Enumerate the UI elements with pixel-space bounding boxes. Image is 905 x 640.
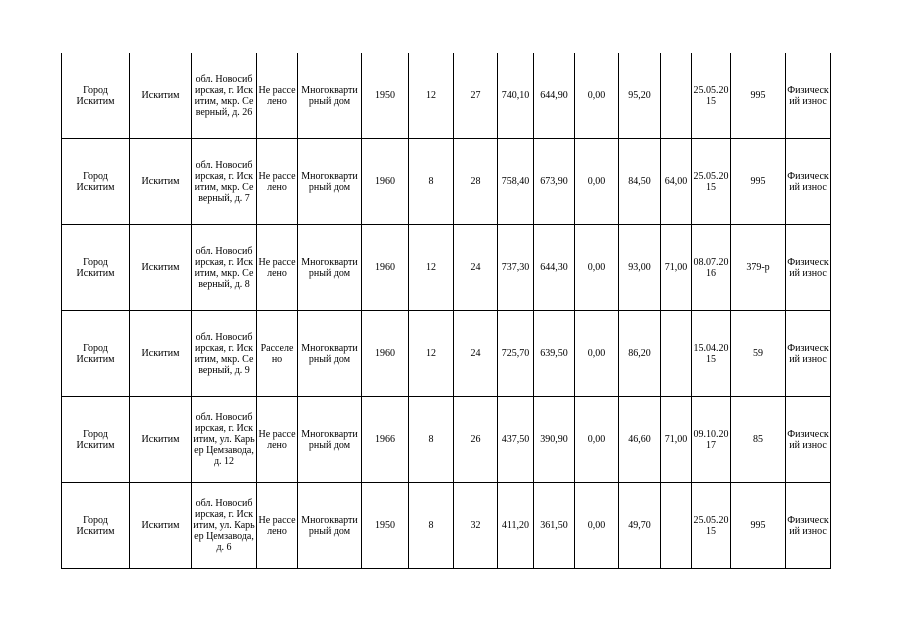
wear-percent-cell: 64,00 xyxy=(661,139,692,225)
apartments-cell: 12 xyxy=(409,53,454,139)
wear-percent-cell: 71,00 xyxy=(661,397,692,483)
table-row xyxy=(62,139,831,225)
total-area-cell: 737,30 xyxy=(498,225,534,311)
municipality-cell: Город Искитим xyxy=(62,225,130,311)
area-value-cell: 93,00 xyxy=(619,225,661,311)
living-area-cell: 673,90 xyxy=(534,139,575,225)
table-row xyxy=(62,53,831,139)
year-cell: 1960 xyxy=(362,139,409,225)
apartments-cell: 8 xyxy=(409,139,454,225)
decision-date-cell: 09.10.2017 xyxy=(692,397,731,483)
area-value-cell: 0,00 xyxy=(575,483,619,569)
decision-number-cell: 59 xyxy=(731,311,786,397)
wear-percent-cell xyxy=(661,483,692,569)
address-cell: обл. Новосибирская, г. Искитим, мкр. Северный, д. 26 xyxy=(192,53,257,139)
resettlement-status-cell: Не расселено xyxy=(257,53,298,139)
municipality-cell: Город Искитим xyxy=(62,311,130,397)
area-value-cell: 0,00 xyxy=(575,397,619,483)
total-area-cell: 758,40 xyxy=(498,139,534,225)
decision-date-cell: 25.05.2015 xyxy=(692,139,731,225)
reason-cell: Физический износ xyxy=(786,225,831,311)
wear-percent-cell xyxy=(661,311,692,397)
residents-cell: 26 xyxy=(454,397,498,483)
total-area-cell: 725,70 xyxy=(498,311,534,397)
living-area-cell: 644,30 xyxy=(534,225,575,311)
decision-number-cell: 379-р xyxy=(731,225,786,311)
resettlement-status-cell: Не расселено xyxy=(257,139,298,225)
building-type-cell: Многоквартирный дом xyxy=(298,483,362,569)
reason-cell: Физический износ xyxy=(786,311,831,397)
apartments-cell: 8 xyxy=(409,483,454,569)
settlement-cell: Искитим xyxy=(130,311,192,397)
apartments-cell: 12 xyxy=(409,311,454,397)
resettlement-status-cell: Не расселено xyxy=(257,225,298,311)
municipality-cell: Город Искитим xyxy=(62,397,130,483)
decision-number-cell: 85 xyxy=(731,397,786,483)
area-value-cell: 0,00 xyxy=(575,311,619,397)
resettlement-status-cell: Не расселено xyxy=(257,397,298,483)
settlement-cell: Искитим xyxy=(130,53,192,139)
decision-date-cell: 25.05.2015 xyxy=(692,53,731,139)
area-value-cell: 95,20 xyxy=(619,53,661,139)
total-area-cell: 411,20 xyxy=(498,483,534,569)
decision-number-cell: 995 xyxy=(731,53,786,139)
living-area-cell: 639,50 xyxy=(534,311,575,397)
area-value-cell: 0,00 xyxy=(575,53,619,139)
municipality-cell: Город Искитим xyxy=(62,139,130,225)
total-area-cell: 437,50 xyxy=(498,397,534,483)
residents-cell: 28 xyxy=(454,139,498,225)
address-cell: обл. Новосибирская, г. Искитим, ул. Карьер Цемзавода, д. 6 xyxy=(192,483,257,569)
decision-date-cell: 08.07.2016 xyxy=(692,225,731,311)
settlement-cell: Искитим xyxy=(130,397,192,483)
reason-cell: Физический износ xyxy=(786,53,831,139)
building-type-cell: Многоквартирный дом xyxy=(298,139,362,225)
residents-cell: 32 xyxy=(454,483,498,569)
area-value-cell: 0,00 xyxy=(575,139,619,225)
building-type-cell: Многоквартирный дом xyxy=(298,225,362,311)
year-cell: 1950 xyxy=(362,53,409,139)
area-value-cell: 46,60 xyxy=(619,397,661,483)
area-value-cell: 0,00 xyxy=(575,225,619,311)
decision-date-cell: 15.04.2015 xyxy=(692,311,731,397)
municipality-cell: Город Искитим xyxy=(62,53,130,139)
table-row xyxy=(62,483,831,569)
reason-cell: Физический износ xyxy=(786,139,831,225)
settlement-cell: Искитим xyxy=(130,225,192,311)
table-row xyxy=(62,311,831,397)
decision-number-cell: 995 xyxy=(731,483,786,569)
area-value-cell: 49,70 xyxy=(619,483,661,569)
address-cell: обл. Новосибирская, г. Искитим, мкр. Северный, д. 8 xyxy=(192,225,257,311)
resettlement-status-cell: Расселено xyxy=(257,311,298,397)
year-cell: 1950 xyxy=(362,483,409,569)
reason-cell: Физический износ xyxy=(786,397,831,483)
decision-date-cell: 25.05.2015 xyxy=(692,483,731,569)
area-value-cell: 86,20 xyxy=(619,311,661,397)
area-value-cell: 84,50 xyxy=(619,139,661,225)
residents-cell: 24 xyxy=(454,225,498,311)
decision-number-cell: 995 xyxy=(731,139,786,225)
building-type-cell: Многоквартирный дом xyxy=(298,53,362,139)
resettlement-status-cell: Не расселено xyxy=(257,483,298,569)
table-row xyxy=(62,397,831,483)
address-cell: обл. Новосибирская, г. Искитим, мкр. Северный, д. 9 xyxy=(192,311,257,397)
settlement-cell: Искитим xyxy=(130,483,192,569)
living-area-cell: 644,90 xyxy=(534,53,575,139)
residents-cell: 27 xyxy=(454,53,498,139)
wear-percent-cell xyxy=(661,53,692,139)
building-type-cell: Многоквартирный дом xyxy=(298,397,362,483)
address-cell: обл. Новосибирская, г. Искитим, ул. Карьер Цемзавода, д. 12 xyxy=(192,397,257,483)
year-cell: 1960 xyxy=(362,225,409,311)
apartments-cell: 8 xyxy=(409,397,454,483)
building-type-cell: Многоквартирный дом xyxy=(298,311,362,397)
wear-percent-cell: 71,00 xyxy=(661,225,692,311)
residents-cell: 24 xyxy=(454,311,498,397)
address-cell: обл. Новосибирская, г. Искитим, мкр. Северный, д. 7 xyxy=(192,139,257,225)
living-area-cell: 390,90 xyxy=(534,397,575,483)
municipality-cell: Город Искитим xyxy=(62,483,130,569)
year-cell: 1966 xyxy=(362,397,409,483)
living-area-cell: 361,50 xyxy=(534,483,575,569)
apartments-cell: 12 xyxy=(409,225,454,311)
table-row xyxy=(62,225,831,311)
settlement-cell: Искитим xyxy=(130,139,192,225)
total-area-cell: 740,10 xyxy=(498,53,534,139)
reason-cell: Физический износ xyxy=(786,483,831,569)
year-cell: 1960 xyxy=(362,311,409,397)
housing-table xyxy=(61,53,831,569)
